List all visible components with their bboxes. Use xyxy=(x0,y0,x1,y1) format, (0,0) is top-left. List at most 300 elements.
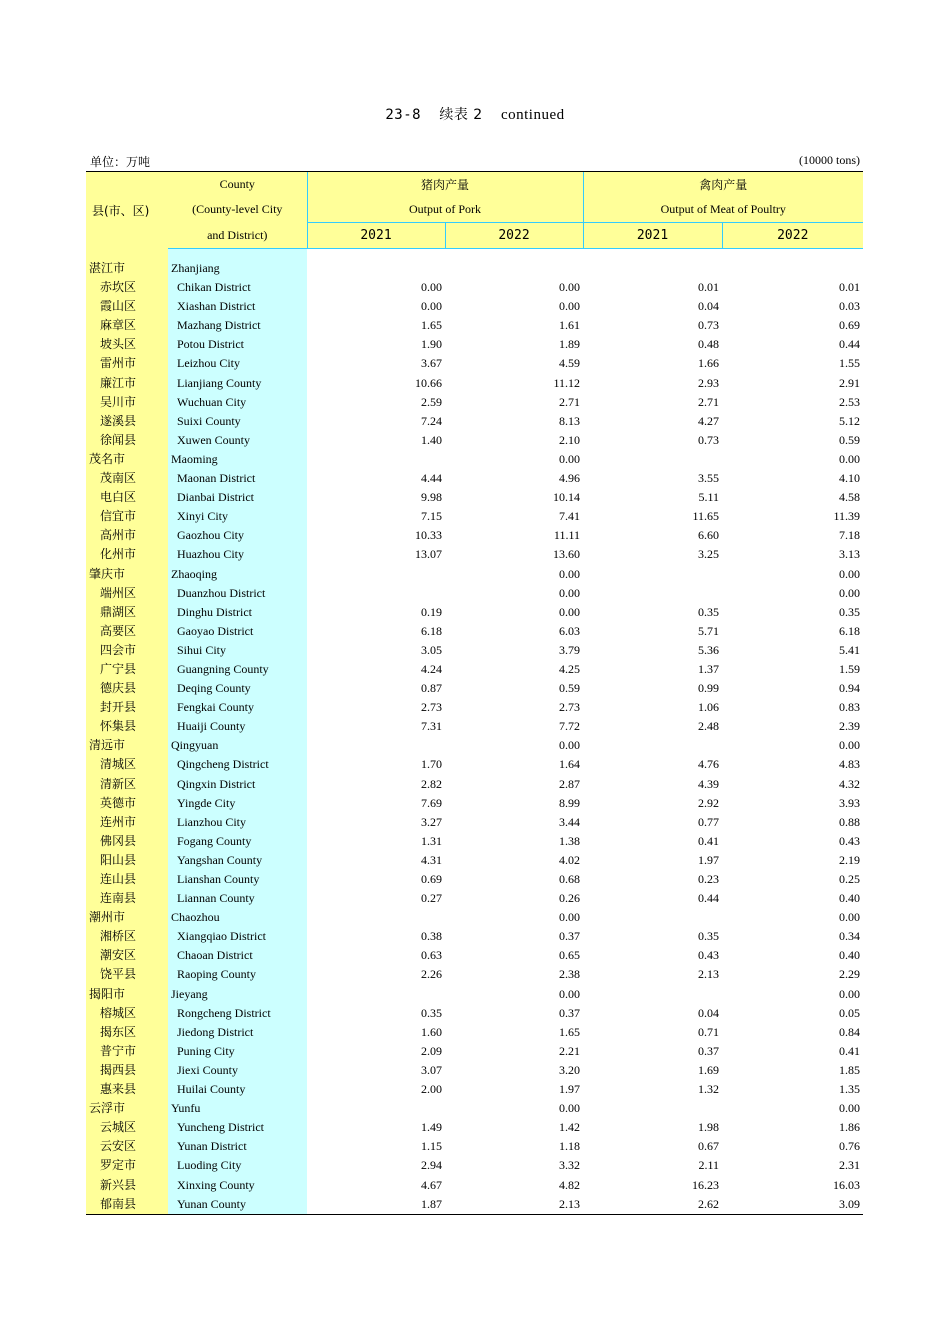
table-row xyxy=(86,1080,863,1099)
row-name-en: Suixi County xyxy=(168,412,307,431)
table-row xyxy=(86,374,863,393)
row-name-en: Fengkai County xyxy=(168,698,307,717)
pork-2021-cell xyxy=(307,908,445,927)
row-name-en: Maoming xyxy=(168,450,307,469)
row-name-en: Wuchuan City xyxy=(168,393,307,412)
poultry-2022-cell: 7.18 xyxy=(839,528,861,543)
pork-2022-cell: 0.00 xyxy=(559,1101,581,1116)
poultry-2021-cell: 0.35 xyxy=(698,929,720,944)
poultry-2021-cell xyxy=(583,736,722,755)
table-row xyxy=(86,1099,863,1118)
row-name-en: Chaozhou xyxy=(168,908,307,927)
row-name-zh: 揭西县 xyxy=(86,1061,168,1080)
row-name-en: Xinxing County xyxy=(168,1176,307,1195)
poultry-2022-cell: 1.86 xyxy=(839,1120,861,1135)
pork-2022-cell: 7.72 xyxy=(559,719,581,734)
header-poultry-zh: 禽肉产量 xyxy=(583,172,863,197)
poultry-2022-cell: 0.00 xyxy=(839,585,861,600)
row-name-zh: 端州区 xyxy=(86,584,168,603)
poultry-2021-cell: 0.77 xyxy=(698,814,720,829)
table-row xyxy=(86,927,863,946)
row-name-zh: 罗定市 xyxy=(86,1156,168,1175)
poultry-2022-cell: 0.00 xyxy=(839,1101,861,1116)
pork-2022-cell: 3.79 xyxy=(559,642,581,657)
poultry-2022-cell: 4.58 xyxy=(839,490,861,505)
pork-2021-cell xyxy=(307,259,445,278)
poultry-2021-cell: 1.32 xyxy=(698,1082,720,1097)
poultry-2021-cell: 3.55 xyxy=(698,471,720,486)
pork-2021-cell: 3.05 xyxy=(421,642,442,657)
row-name-zh: 赤坎区 xyxy=(86,278,168,297)
pork-2021-cell: 2.82 xyxy=(421,776,442,791)
row-name-en: Deqing County xyxy=(168,679,307,698)
poultry-2022-cell: 0.43 xyxy=(839,833,861,848)
pork-2022-cell: 1.65 xyxy=(559,1024,581,1039)
pork-2022-cell: 2.73 xyxy=(559,700,581,715)
poultry-2021-cell: 0.44 xyxy=(698,891,720,906)
table-row xyxy=(86,832,863,851)
poultry-2022-cell: 0.00 xyxy=(839,910,861,925)
poultry-2021-cell: 3.25 xyxy=(698,547,720,562)
table-row xyxy=(86,431,863,450)
table-row xyxy=(86,393,863,412)
row-name-en: Jieyang xyxy=(168,985,307,1004)
continued-cn: 续表 2 xyxy=(439,107,483,123)
header-pork-2021: 2021 xyxy=(307,223,445,249)
row-name-zh: 新兴县 xyxy=(86,1176,168,1195)
poultry-2022-cell: 0.00 xyxy=(839,986,861,1001)
poultry-2021-cell: 1.97 xyxy=(698,852,720,867)
row-name-zh: 清新区 xyxy=(86,775,168,794)
pork-2022-cell: 1.89 xyxy=(559,337,581,352)
table-row xyxy=(86,1023,863,1042)
pork-2021-cell: 0.19 xyxy=(421,604,442,619)
pork-2021-cell: 6.18 xyxy=(421,623,442,638)
poultry-2022-cell: 0.44 xyxy=(839,337,861,352)
row-name-en: Yuncheng District xyxy=(168,1118,307,1137)
poultry-2021-cell: 0.35 xyxy=(698,604,720,619)
table-row xyxy=(86,335,863,354)
row-name-zh: 怀集县 xyxy=(86,717,168,736)
row-name-zh: 德庆县 xyxy=(86,679,168,698)
table-row xyxy=(86,1156,863,1175)
header-pork-en: Output of Pork xyxy=(307,197,583,223)
poultry-2021-cell: 2.48 xyxy=(698,719,720,734)
table-row xyxy=(86,985,863,1004)
row-name-en: Zhaoqing xyxy=(168,565,307,584)
row-name-en: Rongcheng District xyxy=(168,1004,307,1023)
table-code: 23-8 xyxy=(385,107,422,123)
header-county-en-3: and District) xyxy=(168,223,307,249)
pork-2021-cell: 13.07 xyxy=(415,547,442,562)
pork-2022-cell: 4.59 xyxy=(559,356,581,371)
pork-2021-cell: 0.35 xyxy=(421,1005,442,1020)
table-row xyxy=(86,1061,863,1080)
poultry-2022-cell: 2.29 xyxy=(839,967,861,982)
pork-2021-cell: 0.27 xyxy=(421,891,442,906)
pork-2022-cell: 1.38 xyxy=(559,833,581,848)
row-name-zh: 化州市 xyxy=(86,545,168,564)
table-row xyxy=(86,450,863,469)
table-row xyxy=(86,736,863,755)
poultry-2021-cell xyxy=(583,1099,722,1118)
pork-2021-cell: 10.66 xyxy=(415,375,442,390)
pork-2021-cell: 1.70 xyxy=(421,757,442,772)
pork-2022-cell: 0.00 xyxy=(559,986,581,1001)
table-row xyxy=(86,679,863,698)
table-row xyxy=(86,507,863,526)
pork-2022-cell: 0.37 xyxy=(559,1005,581,1020)
pork-2022-cell: 0.37 xyxy=(559,929,581,944)
poultry-2021-cell: 1.98 xyxy=(698,1120,720,1135)
row-name-zh: 遂溪县 xyxy=(86,412,168,431)
row-name-en: Lianzhou City xyxy=(168,813,307,832)
row-name-en: Xinyi City xyxy=(168,507,307,526)
pork-2021-cell: 4.44 xyxy=(421,471,442,486)
unit-label-cn: 单位：万吨 xyxy=(90,155,151,169)
poultry-2021-cell: 0.41 xyxy=(698,833,720,848)
pork-2021-cell: 1.87 xyxy=(307,1195,445,1215)
poultry-2021-cell: 4.27 xyxy=(698,413,720,428)
pork-2022-cell: 1.18 xyxy=(559,1139,581,1154)
page-title xyxy=(0,104,950,124)
pork-2021-cell xyxy=(307,736,445,755)
pork-2021-cell: 2.59 xyxy=(421,394,442,409)
poultry-2022-cell: 0.69 xyxy=(839,318,861,333)
poultry-2021-cell xyxy=(583,450,722,469)
row-name-en: Qingcheng District xyxy=(168,755,307,774)
poultry-2022-cell: 0.84 xyxy=(839,1024,861,1039)
poultry-2022-cell: 0.34 xyxy=(839,929,861,944)
table-row xyxy=(86,794,863,813)
row-name-en: Guangning County xyxy=(168,660,307,679)
row-name-zh: 阳山县 xyxy=(86,851,168,870)
row-name-en: Dianbai District xyxy=(168,488,307,507)
table-row xyxy=(86,1195,863,1215)
poultry-2022-cell: 2.53 xyxy=(839,394,861,409)
table-body xyxy=(86,249,863,1215)
row-name-zh: 云安区 xyxy=(86,1137,168,1156)
pork-2022-cell: 1.42 xyxy=(559,1120,581,1135)
poultry-2022-cell: 16.03 xyxy=(833,1177,861,1192)
row-name-en: Gaoyao District xyxy=(168,622,307,641)
table-row xyxy=(86,259,863,278)
table-row xyxy=(86,1176,863,1195)
pork-2021-cell xyxy=(307,450,445,469)
table-row xyxy=(86,526,863,545)
table-header xyxy=(86,172,863,249)
row-name-en: Xiangqiao District xyxy=(168,927,307,946)
pork-2021-cell: 7.24 xyxy=(421,413,442,428)
row-name-zh: 信宜市 xyxy=(86,507,168,526)
poultry-2022-cell: 3.13 xyxy=(839,547,861,562)
row-name-en: Leizhou City xyxy=(168,354,307,373)
poultry-2022-cell xyxy=(722,259,863,278)
poultry-2021-cell: 0.67 xyxy=(698,1139,720,1154)
row-name-en: Xuwen County xyxy=(168,431,307,450)
pork-2022-cell: 0.00 xyxy=(559,738,581,753)
poultry-2022-cell: 4.83 xyxy=(839,757,861,772)
table-row xyxy=(86,584,863,603)
pork-2021-cell: 2.94 xyxy=(421,1158,442,1173)
row-name-en: Chikan District xyxy=(168,278,307,297)
poultry-2022-cell: 2.91 xyxy=(839,375,861,390)
header-county-en-2: (County-level City xyxy=(168,197,307,223)
poultry-2021-cell: 0.71 xyxy=(698,1024,720,1039)
pork-2022-cell: 0.00 xyxy=(559,585,581,600)
table-row xyxy=(86,851,863,870)
pork-2022-cell: 4.82 xyxy=(559,1177,581,1192)
poultry-2021-cell: 1.06 xyxy=(698,700,720,715)
table-row xyxy=(86,660,863,679)
poultry-2022-cell: 1.35 xyxy=(839,1082,861,1097)
poultry-2022-cell: 0.76 xyxy=(839,1139,861,1154)
pork-2022-cell: 0.65 xyxy=(559,948,581,963)
pork-2022-cell: 0.00 xyxy=(559,280,581,295)
pork-2021-cell: 1.40 xyxy=(421,432,442,447)
table-row xyxy=(86,622,863,641)
poultry-2022-cell: 0.40 xyxy=(839,891,861,906)
header-poultry-2022: 2022 xyxy=(722,223,863,249)
pork-2021-cell xyxy=(307,1099,445,1118)
pork-2022-cell: 13.60 xyxy=(553,547,581,562)
poultry-2022-cell: 3.93 xyxy=(839,795,861,810)
header-pork-zh: 猪肉产量 xyxy=(307,172,583,197)
row-name-en: Dinghu District xyxy=(168,603,307,622)
table-row xyxy=(86,813,863,832)
row-name-zh: 广宁县 xyxy=(86,660,168,679)
row-name-zh: 雷州市 xyxy=(86,354,168,373)
poultry-2022-cell: 5.41 xyxy=(839,642,861,657)
pork-2021-cell: 9.98 xyxy=(421,490,442,505)
pork-2021-cell: 4.31 xyxy=(421,852,442,867)
poultry-2022-cell: 1.55 xyxy=(839,356,861,371)
row-name-en: Yunan County xyxy=(168,1195,307,1215)
row-name-zh: 揭东区 xyxy=(86,1023,168,1042)
poultry-2021-cell: 2.13 xyxy=(698,967,720,982)
poultry-2021-cell: 0.73 xyxy=(698,432,720,447)
pork-2022-cell: 2.87 xyxy=(559,776,581,791)
row-name-zh: 吴川市 xyxy=(86,393,168,412)
poultry-2022-cell: 0.59 xyxy=(839,432,861,447)
pork-2021-cell: 4.24 xyxy=(421,661,442,676)
pork-2021-cell: 10.33 xyxy=(415,528,442,543)
poultry-2021-cell: 0.04 xyxy=(698,1005,720,1020)
table-row xyxy=(86,908,863,927)
header-poultry-2021: 2021 xyxy=(583,223,722,249)
pork-2021-cell xyxy=(307,985,445,1004)
row-name-zh: 郁南县 xyxy=(86,1195,168,1215)
pork-2022-cell: 1.61 xyxy=(559,318,581,333)
poultry-2021-cell xyxy=(583,985,722,1004)
table-row xyxy=(86,717,863,736)
pork-2021-cell: 1.49 xyxy=(421,1120,442,1135)
row-name-en: Yunan District xyxy=(168,1137,307,1156)
row-name-zh: 惠来县 xyxy=(86,1080,168,1099)
pork-2022-cell: 1.97 xyxy=(559,1082,581,1097)
table-row xyxy=(86,603,863,622)
row-name-zh: 鼎湖区 xyxy=(86,603,168,622)
poultry-2021-cell: 2.92 xyxy=(698,795,720,810)
pork-2022-cell: 4.25 xyxy=(559,661,581,676)
pork-2021-cell xyxy=(307,584,445,603)
pork-2022-cell: 8.13 xyxy=(559,413,581,428)
pork-2021-cell: 2.09 xyxy=(421,1043,442,1058)
row-name-zh: 坡头区 xyxy=(86,335,168,354)
table-row xyxy=(86,354,863,373)
poultry-2022-cell: 0.00 xyxy=(839,451,861,466)
poultry-2022-cell: 5.12 xyxy=(839,413,861,428)
pork-2022-cell: 2.21 xyxy=(559,1043,581,1058)
table-row xyxy=(86,1118,863,1137)
poultry-2021-cell: 1.66 xyxy=(698,356,720,371)
poultry-2022-cell: 4.10 xyxy=(839,471,861,486)
row-name-zh: 清远市 xyxy=(86,736,168,755)
row-name-en: Luoding City xyxy=(168,1156,307,1175)
poultry-2022-cell: 0.94 xyxy=(839,681,861,696)
poultry-2021-cell: 0.43 xyxy=(698,948,720,963)
table-row xyxy=(86,565,863,584)
row-name-zh: 肇庆市 xyxy=(86,565,168,584)
pork-2022-cell: 8.99 xyxy=(559,795,581,810)
row-name-zh: 云城区 xyxy=(86,1118,168,1137)
poultry-2022-cell: 4.32 xyxy=(839,776,861,791)
poultry-2021-cell: 0.73 xyxy=(698,318,720,333)
pork-2021-cell: 1.15 xyxy=(421,1139,442,1154)
table-row xyxy=(86,775,863,794)
pork-2022-cell: 10.14 xyxy=(553,490,581,505)
pork-2022-cell: 0.59 xyxy=(559,681,581,696)
pork-2021-cell: 3.27 xyxy=(421,814,442,829)
poultry-2021-cell: 16.23 xyxy=(692,1177,720,1192)
pork-2022-cell: 0.00 xyxy=(559,299,581,314)
pork-2022-cell: 0.26 xyxy=(559,891,581,906)
row-name-en: Huazhou City xyxy=(168,545,307,564)
row-name-en: Jiedong District xyxy=(168,1023,307,1042)
table-row xyxy=(86,946,863,965)
poultry-2022-cell: 0.00 xyxy=(839,738,861,753)
row-name-zh: 麻章区 xyxy=(86,316,168,335)
row-name-zh: 连州市 xyxy=(86,813,168,832)
pork-2021-cell: 1.65 xyxy=(421,318,442,333)
row-name-zh: 榕城区 xyxy=(86,1004,168,1023)
row-name-zh: 徐闻县 xyxy=(86,431,168,450)
pork-2021-cell: 0.00 xyxy=(421,280,442,295)
poultry-2021-cell xyxy=(583,259,722,278)
pork-2021-cell: 7.31 xyxy=(421,719,442,734)
poultry-2022-cell: 11.39 xyxy=(833,509,861,524)
poultry-2022-cell: 0.35 xyxy=(839,604,861,619)
poultry-2022-cell: 0.01 xyxy=(839,280,861,295)
pork-2022-cell: 3.32 xyxy=(559,1158,581,1173)
pork-2021-cell: 1.90 xyxy=(421,337,442,352)
table-row xyxy=(86,755,863,774)
pork-2021-cell: 7.69 xyxy=(421,795,442,810)
poultry-2021-cell: 0.01 xyxy=(698,280,720,295)
unit-label-en: (10000 tons) xyxy=(799,153,860,167)
row-name-zh: 普宁市 xyxy=(86,1042,168,1061)
row-name-en: Gaozhou City xyxy=(168,526,307,545)
poultry-2021-cell: 0.37 xyxy=(698,1043,720,1058)
poultry-2022-cell: 0.05 xyxy=(839,1005,861,1020)
row-name-en: Fogang County xyxy=(168,832,307,851)
poultry-2021-cell: 0.04 xyxy=(698,299,720,314)
table-row xyxy=(86,1004,863,1023)
row-name-zh: 连山县 xyxy=(86,870,168,889)
pork-2022-cell: 0.00 xyxy=(559,604,581,619)
row-name-en: Lianjiang County xyxy=(168,374,307,393)
row-name-en: Maonan District xyxy=(168,469,307,488)
poultry-2021-cell: 2.11 xyxy=(698,1158,720,1173)
pork-2022-cell xyxy=(445,259,583,278)
table-row xyxy=(86,641,863,660)
row-name-zh: 茂名市 xyxy=(86,450,168,469)
poultry-2021-cell: 4.39 xyxy=(698,776,720,791)
pork-2021-cell: 3.07 xyxy=(421,1062,442,1077)
poultry-2022-cell: 3.09 xyxy=(722,1195,863,1215)
row-name-en: Sihui City xyxy=(168,641,307,660)
pork-2022-cell: 2.71 xyxy=(559,394,581,409)
row-name-zh: 饶平县 xyxy=(86,965,168,984)
poultry-2022-cell: 1.85 xyxy=(839,1062,861,1077)
data-table xyxy=(86,171,863,1215)
pork-2021-cell: 0.69 xyxy=(421,872,442,886)
row-name-en: Huaiji County xyxy=(168,717,307,736)
poultry-2022-cell: 0.40 xyxy=(839,948,861,963)
poultry-2022-cell: 0.83 xyxy=(839,700,861,715)
row-name-en: Jiexi County xyxy=(168,1061,307,1080)
pork-2022-cell: 3.44 xyxy=(559,814,581,829)
poultry-2021-cell: 5.11 xyxy=(698,490,720,505)
pork-2021-cell: 1.60 xyxy=(421,1024,442,1039)
pork-2022-cell: 4.02 xyxy=(559,852,581,867)
row-name-en: Qingyuan xyxy=(168,736,307,755)
pork-2022-cell: 7.41 xyxy=(559,509,581,524)
row-name-en: Huilai County xyxy=(168,1080,307,1099)
row-name-zh: 封开县 xyxy=(86,698,168,717)
row-name-en: Chaoan District xyxy=(168,946,307,965)
row-name-en: Xiashan District xyxy=(168,297,307,316)
poultry-2021-cell: 5.36 xyxy=(698,642,720,657)
table-row xyxy=(86,412,863,431)
row-name-zh: 霞山区 xyxy=(86,297,168,316)
header-county-zh: 县(市、区) xyxy=(86,172,168,249)
pork-2021-cell: 2.00 xyxy=(421,1082,442,1097)
poultry-2021-cell: 1.37 xyxy=(698,661,720,676)
row-name-en: Zhanjiang xyxy=(168,259,307,278)
row-name-en: Mazhang District xyxy=(168,316,307,335)
table-row xyxy=(86,698,863,717)
row-name-en: Yunfu xyxy=(168,1099,307,1118)
poultry-2022-cell: 2.31 xyxy=(839,1158,861,1173)
poultry-2021-cell: 2.62 xyxy=(583,1195,722,1215)
row-name-en: Lianshan County xyxy=(168,870,307,889)
poultry-2022-cell: 0.41 xyxy=(839,1043,861,1058)
poultry-2021-cell: 4.76 xyxy=(698,757,720,772)
pork-2021-cell: 0.63 xyxy=(421,948,442,963)
table-row xyxy=(86,278,863,297)
row-name-zh: 高州市 xyxy=(86,526,168,545)
header-pork-2022: 2022 xyxy=(445,223,583,249)
row-name-en: Raoping County xyxy=(168,965,307,984)
pork-2022-cell: 6.03 xyxy=(559,623,581,638)
table-row xyxy=(86,469,863,488)
row-name-zh: 揭阳市 xyxy=(86,985,168,1004)
pork-2021-cell: 0.87 xyxy=(421,681,442,696)
row-name-en: Potou District xyxy=(168,335,307,354)
pork-2022-cell: 3.20 xyxy=(559,1062,581,1077)
poultry-2021-cell xyxy=(583,908,722,927)
